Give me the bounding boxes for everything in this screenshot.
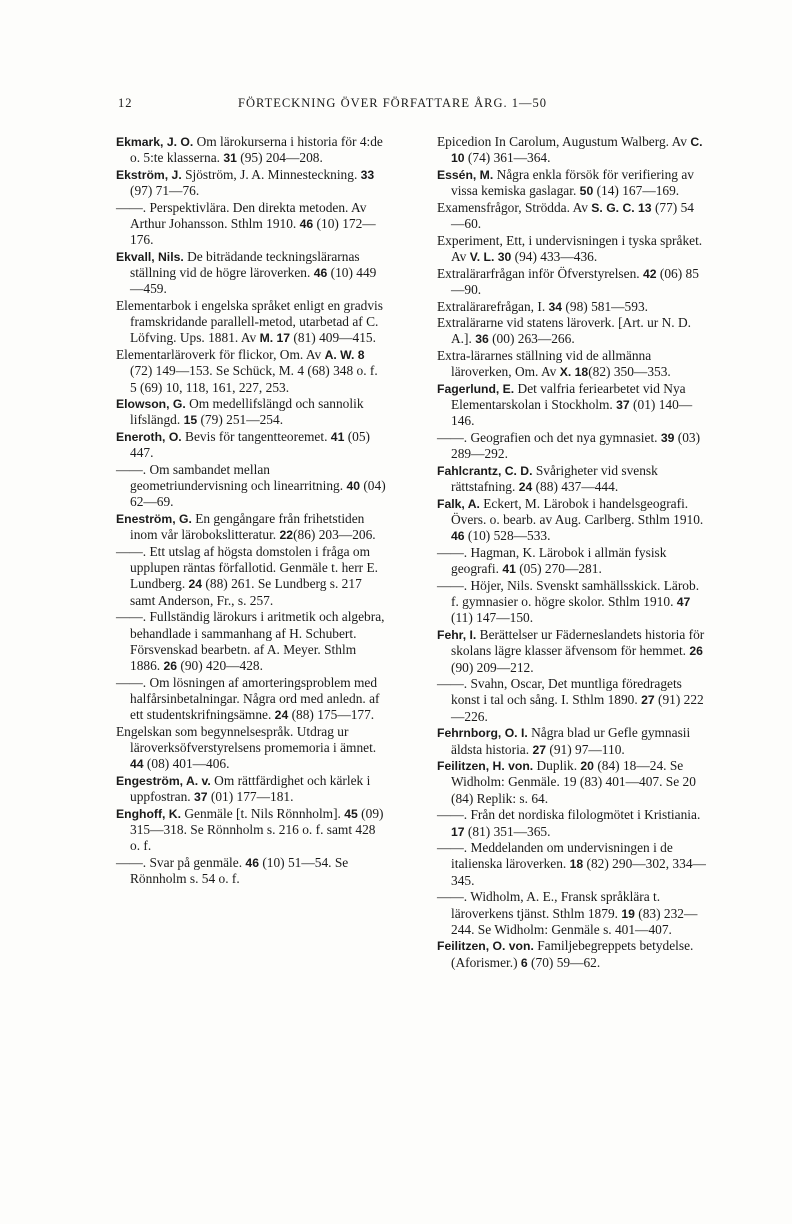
left-column <box>116 134 386 888</box>
index-entry <box>437 315 707 347</box>
entry-text: Extralärarfrågan inför Öfverstyrelsen. <box>437 265 643 281</box>
entry-text: Extra-lärarnes ställning vid de allmänna läroverken, Om. Av <box>437 348 652 380</box>
entry-text: Extralärarne vid statens läroverk. [Art. ur N. D. A.]. <box>437 315 691 347</box>
entry-pages: (86) 203—206. <box>293 527 376 543</box>
right-column <box>437 134 707 971</box>
entry-volume: 41 <box>330 430 345 445</box>
entry-pages: (04) 62—69. <box>130 478 386 510</box>
entry-pages: (70) 59—62. <box>527 954 601 970</box>
entry-pages: (83) 232—244. Se Widholm: Genmäle s. 401—407. <box>451 905 698 937</box>
entry-pages: (08) 401—406. <box>143 756 230 772</box>
index-entry <box>437 200 707 232</box>
index-entry <box>437 496 707 545</box>
entry-text: Några enkla försök för verifiering av vissa kemiska gaslagar. <box>451 166 694 199</box>
entry-text: De biträdande teckningslärarnas ställning vid de högre läroverken. <box>130 248 360 281</box>
page-header <box>118 96 678 116</box>
index-entry <box>437 840 707 889</box>
entry-text: Sjöström, J. A. Minnesteckning. <box>181 166 361 182</box>
entry-pages: (81) 351—365. <box>464 823 551 839</box>
entry-author: Eneström, G. <box>116 512 192 527</box>
entry-pages: (05) 270—281. <box>515 561 602 577</box>
index-entry <box>116 773 386 805</box>
entry-pages: (79) 251—254. <box>197 412 284 428</box>
entry-pages: (81) 409—415. <box>290 330 376 346</box>
entry-volume: 19 <box>621 906 635 921</box>
index-entry <box>437 134 707 166</box>
entry-volume: 46 <box>451 529 465 544</box>
entry-text: Genmäle [t. Nils Rönnholm]. <box>180 805 345 821</box>
index-entry <box>116 724 386 773</box>
entry-author: Fahlcrantz, C. D. <box>437 464 533 479</box>
entry-text: Elementarbok i engelska språket enligt en gradvis framskridande parallell-metod, utarbetad af C. Löfving. Ups. 1881. Av <box>116 298 383 346</box>
entry-pages: (94) 433—436. <box>511 248 598 264</box>
entry-text: ——. Höjer, Nils. Svenskt samhällsskick. Lärob. f. gymnasier o. högre skolor. Sthlm 1910. <box>437 577 700 610</box>
entry-pages: (03) 289—292. <box>451 430 701 462</box>
entry-author: Enghoff, K. <box>116 806 181 821</box>
entry-volume: 46 <box>299 217 314 232</box>
entry-pages: (06) 85—90. <box>451 265 699 297</box>
entry-volume: 27 <box>641 693 655 708</box>
entry-text: Bevis för tangentteoremet. <box>181 429 331 445</box>
entry-volume: 17 <box>451 824 465 839</box>
entry-volume: 50 <box>579 184 594 199</box>
index-entry <box>116 249 386 298</box>
index-entry <box>116 675 386 724</box>
index-entry <box>437 167 707 199</box>
entry-author: Ekmark, J. O. <box>116 135 194 149</box>
entry-pages: (90) 420—428. <box>177 658 263 673</box>
index-entry <box>437 889 707 938</box>
index-entry <box>116 806 386 855</box>
entry-text: ——. Svar på genmäle. <box>116 854 246 870</box>
page-number: 12 <box>118 96 133 110</box>
entry-text: Epicedion In Carolum, Augustum Walberg. Av <box>437 134 691 149</box>
index-entry <box>116 298 386 347</box>
entry-pages: (11) 147—150. <box>451 610 534 626</box>
entry-text: Om medellifslängd och sannolik lifslängd. <box>130 396 364 428</box>
index-entry <box>116 462 386 511</box>
entry-text: Om lärokurserna i historia för 4:de o. 5:te klasserna. <box>130 134 383 166</box>
entry-text: Berättelser ur Fäderneslandets historia för skolans lägre klasser äfvensom för hemmet. <box>451 627 705 659</box>
entry-pages: (98) 581—593. <box>562 298 648 314</box>
entry-volume: 36 <box>475 332 489 347</box>
entry-volume: 37 <box>193 790 208 805</box>
index-entry <box>116 544 386 609</box>
entry-text: ——. Geografien och det nya gymnasiet. <box>437 430 661 446</box>
running-title: FÖRTECKNING ÖVER FÖRFATTARE ÅRG. 1—50 <box>238 96 547 110</box>
entry-author: Fagerlund, E. <box>437 382 515 397</box>
entry-volume: 46 <box>245 855 259 870</box>
entry-author: Eneroth, O. <box>116 430 182 445</box>
index-entry <box>437 545 707 577</box>
entry-author: Elowson, G. <box>116 397 186 412</box>
entry-pages: (01) 140—146. <box>451 397 693 429</box>
entry-pages: (82) 290—302, 334—345. <box>451 856 706 888</box>
index-entry <box>116 167 386 199</box>
entry-text: Familjebegreppets betydelse. (Aforismer.) <box>451 938 694 970</box>
entry-pages: (10) 51—54. Se Rönnholm s. 54 o. f. <box>130 854 349 887</box>
entry-text: ——. Fullständig lärokurs i aritmetik och algebra, behandlade i sammanhang af H. Schubert. Försvenskad bearbetn. af A. Meyer. Sthlm 1886. <box>116 609 385 673</box>
index-entry <box>116 429 386 461</box>
entry-text: ——. Widholm, A. E., Fransk språklära t. läroverkens tjänst. Sthlm 1879. <box>437 889 661 921</box>
entry-volume: 41 <box>502 562 516 577</box>
index-entry <box>437 233 707 265</box>
index-entry <box>116 609 386 674</box>
entry-pages: (91) 222—226. <box>451 692 704 724</box>
entry-text: Examensfrågor, Strödda. Av <box>437 199 592 215</box>
entry-volume: 24 <box>518 480 533 495</box>
entry-pages: (84) 18—24. Se Widholm: Genmäle. 19 (83) 401—407. Se 20 (84) Replik: s. 64. <box>451 758 696 806</box>
entry-text: ——. Om sambandet mellan geometriundervisning och linearritning. <box>116 462 347 494</box>
entry-volume: 6 <box>520 955 528 970</box>
entry-volume: C. 10 <box>451 135 703 166</box>
entry-volume: M. 17 <box>259 331 291 346</box>
entry-volume: 24 <box>188 577 203 592</box>
entry-pages: (77) 54—60. <box>451 199 694 232</box>
index-entry <box>116 511 386 543</box>
entry-author: Fehrnborg, O. I. <box>437 726 528 741</box>
entry-pages: (88) 175—177. <box>288 707 375 723</box>
entry-author: Feilitzen, H. von. <box>437 759 534 774</box>
entry-author: Feilitzen, O. von. <box>437 939 534 954</box>
entry-pages: (10) 528—533. <box>464 528 551 544</box>
index-entry <box>116 396 386 428</box>
entry-text: ——. Svahn, Oscar, Det muntliga föredragets konst i tal och sång. I. Sthlm 1890. <box>437 676 682 708</box>
entry-volume: 31 <box>223 151 237 166</box>
entry-text: ——. Om lösningen af amorteringsproblem med halfårsinbetalningar. Några ord med anledn. af ett studentskrifningsämne. <box>116 674 380 723</box>
entry-pages: (72) 149—153. Se Schück, M. 4 (68) 348 o. f. 5 (69) 10, 118, 161, 227, 253. <box>130 363 378 395</box>
index-entry <box>437 807 707 839</box>
entry-text: Om rättfärdighet och kärlek i uppfostran. <box>130 772 371 805</box>
entry-text: ——. Ett utslag af högsta domstolen i fråga om upplupen räntas förfallotid. Genmäle t. herr E. Lundberg. <box>116 544 379 592</box>
entry-pages: (05) 447. <box>130 429 371 461</box>
index-entry <box>116 134 386 166</box>
index-entry <box>437 266 707 298</box>
entry-volume: 42 <box>642 266 657 281</box>
entry-pages: (91) 97—110. <box>546 741 625 757</box>
entry-author: Ekvall, Nils. <box>116 249 184 264</box>
entry-volume: 39 <box>660 431 675 446</box>
index-entry <box>437 381 707 430</box>
entry-volume: A. W. 8 <box>324 348 365 363</box>
entry-volume: 18 <box>569 857 584 872</box>
entry-volume: 20 <box>580 759 594 774</box>
entry-volume: 47 <box>676 595 691 610</box>
entry-pages: (88) 261. Se Lundberg s. 217 samt Anderson, Fr., s. 257. <box>130 576 362 608</box>
entry-text: ——. Hagman, K. Lärobok i allmän fysisk geografi. <box>437 545 667 577</box>
index-entry <box>437 430 707 462</box>
entry-pages: (10) 172—176. <box>130 216 376 248</box>
entry-pages: (88) 437—444. <box>532 479 619 495</box>
entry-pages: (01) 177—181. <box>207 789 294 805</box>
index-entry <box>437 299 707 315</box>
index-entry <box>437 627 707 676</box>
index-entry <box>437 938 707 970</box>
index-entry <box>116 855 386 887</box>
entry-volume: 44 <box>130 757 144 772</box>
index-entry <box>116 347 386 396</box>
entry-pages: (00) 263—266. <box>488 331 575 347</box>
entry-author: Ekström, J. <box>116 167 182 182</box>
entry-text: ——. Från det nordiska filologmötet i Kristiania. <box>437 807 701 823</box>
entry-volume: 33 <box>360 167 375 182</box>
entry-volume: 45 <box>344 806 358 821</box>
index-entry <box>437 725 707 757</box>
index-entry <box>437 758 707 807</box>
entry-pages: (95) 204—208. <box>236 150 323 166</box>
entry-text: En gengångare från frihetstiden inom vår lärobokslitteratur. <box>130 511 365 543</box>
entry-pages: (09) 315—318. Se Rönnholm s. 216 o. f. samt 428 o. f. <box>130 805 384 854</box>
entry-pages: (90) 209—212. <box>451 659 534 675</box>
entry-text: Duplik. <box>533 758 581 774</box>
index-entry <box>116 200 386 249</box>
entry-volume: 27 <box>532 742 547 757</box>
entry-volume: 15 <box>183 413 198 428</box>
entry-pages: (82) 350—353. <box>588 364 671 380</box>
entry-text: Det valfria feriearbetet vid Nya Elementarskolan i Stockholm. <box>451 381 686 413</box>
entry-pages: (74) 361—364. <box>464 150 551 166</box>
entry-text: Svårigheter vid svensk rättstafning. <box>451 463 658 495</box>
index-entry <box>437 578 707 627</box>
index-entry <box>437 463 707 495</box>
entry-pages: (14) 167—169. <box>593 183 680 199</box>
entry-volume: 46 <box>313 266 328 281</box>
entry-text: Extralärarefrågan, I. <box>437 298 549 314</box>
entry-volume: 37 <box>616 398 630 413</box>
index-entry <box>437 348 707 380</box>
entry-volume: 26 <box>163 659 178 673</box>
entry-author: Essén, M. <box>437 167 494 182</box>
entry-author: Falk, A. <box>437 496 480 511</box>
entry-volume: 34 <box>548 299 563 314</box>
entry-volume: X. 18 <box>559 365 589 380</box>
entry-volume: 24 <box>274 708 289 723</box>
entry-volume: 22 <box>279 528 294 543</box>
entry-volume: 26 <box>689 644 703 659</box>
entry-volume: V. L. 30 <box>469 249 512 264</box>
entry-text: Eckert, M. Lärobok i handelsgeografi. Övers. o. bearb. av Aug. Carlberg. Sthlm 1910. <box>451 495 704 528</box>
entry-text: Några blad ur Gefle gymnasii äldsta historia. <box>451 725 691 757</box>
entry-pages: (97) 71—76. <box>130 183 200 199</box>
entry-text: Experiment, Ett, i undervisningen i tyska språket. Av <box>437 232 703 264</box>
index-entry <box>437 676 707 725</box>
entry-text: Engelskan som begynnelsespråk. Utdrag ur läroverksöfverstyrelsens promemoria i ämnet. <box>116 723 377 756</box>
entry-text: ——. Meddelanden om undervisningen i de italienska läroverken. <box>437 840 673 872</box>
entry-pages: (10) 449—459. <box>130 265 377 297</box>
entry-volume: 40 <box>346 479 360 494</box>
entry-text: Elementarläroverk för flickor, Om. Av <box>116 347 325 363</box>
entry-volume: S. G. C. 13 <box>591 200 652 215</box>
entry-author: Fehr, I. <box>437 628 477 643</box>
entry-author: Engeström, A. v. <box>116 773 211 788</box>
entry-text: ——. Perspektivlära. Den direkta metoden. Av Arthur Johansson. Sthlm 1910. <box>116 199 367 232</box>
